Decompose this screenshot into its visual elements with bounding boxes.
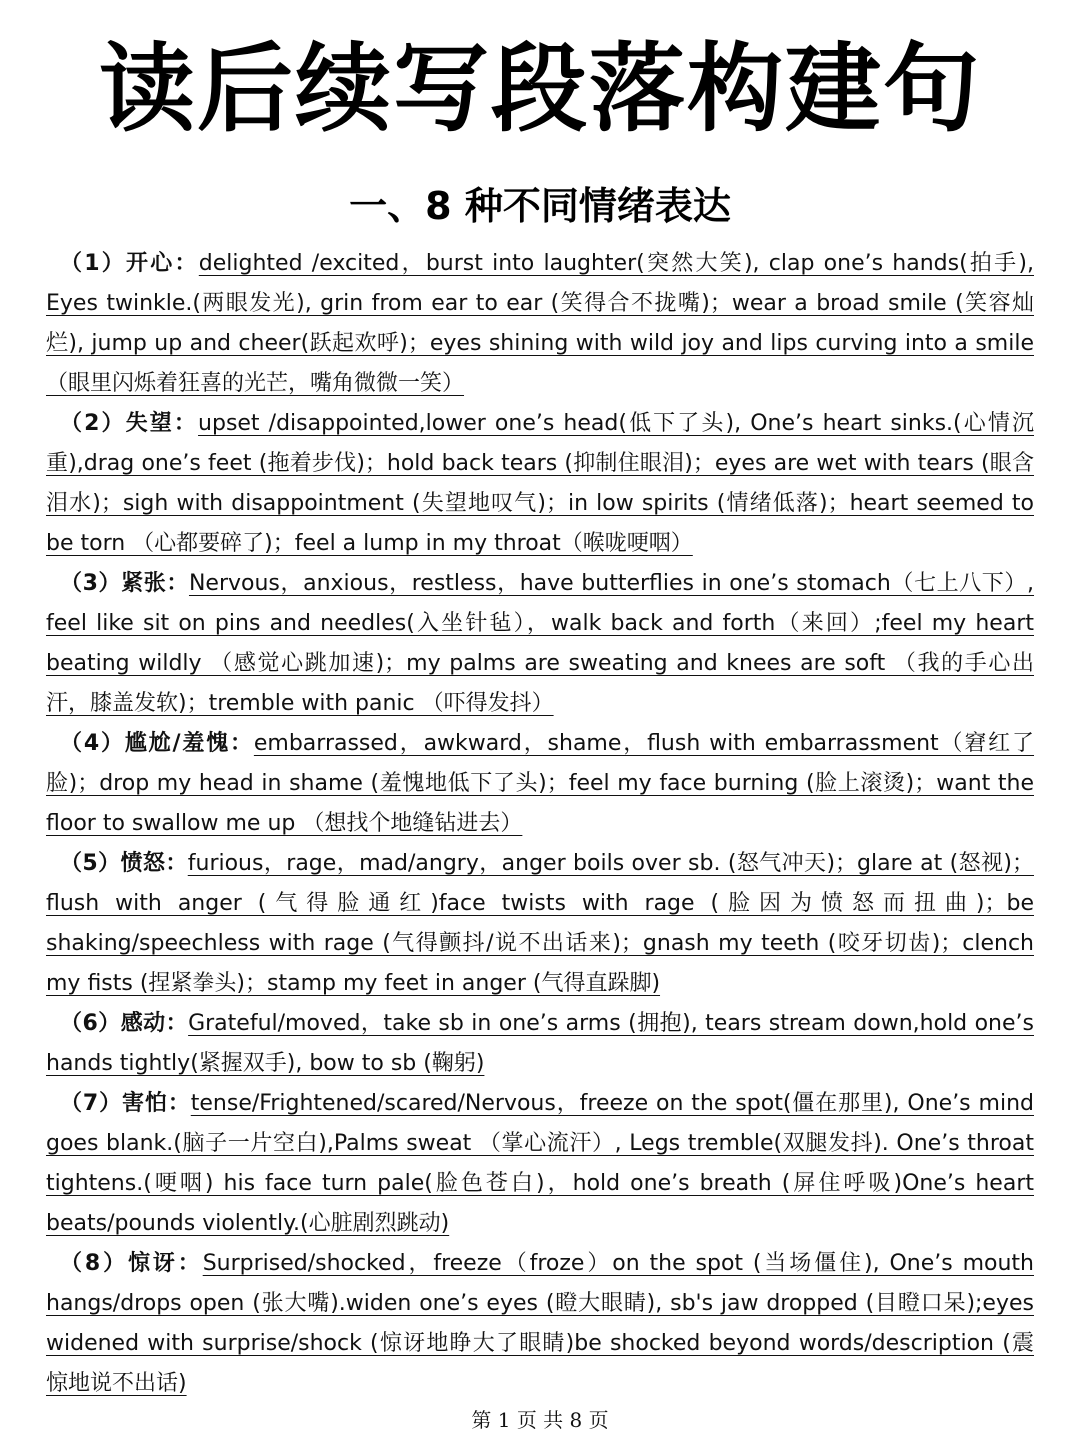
emotion-entry-happy <box>46 244 1034 404</box>
entry-label: （5）愤怒： <box>60 851 188 876</box>
document-title: 读后续写段落构建句 <box>99 33 981 145</box>
entry-label: （3）紧张： <box>60 571 189 596</box>
entry-text: upset /disappointed,lower one’s head(低下了头), One’s heart sinks.(心情沉重),drag one’s feet (拖着步伐)；hold back tears (抑制住眼泪)；eyes are wet with tears (眼含泪水)；sigh with disappointment (失望地叹气)；in low spirits (情绪低落)；heart seemed to be torn （心都要碎了)；feel a lump in my throat（喉咙哽咽） <box>46 411 1034 556</box>
entry-label: （1）开心： <box>60 251 199 276</box>
entry-text: Nervous，anxious，restless，have butterflies in one’s stomach（七上八下）, feel like sit on pins and needles(入坐针毡），walk back and forth（来回）;feel my heart beating wildly （感觉心跳加速)；my palms are sweating and knees are soft （我的手心出汗，膝盖发软)；tremble with panic （吓得发抖） <box>46 571 1035 716</box>
entry-label: （7）害怕： <box>60 1091 191 1116</box>
emotion-list <box>46 244 1034 1404</box>
entry-text: tense/Frightened/scared/Nervous，freeze on the spot(僵在那里), One’s mind goes blank.(脑子一片空白),Palms sweat （掌心流汗）, Legs tremble(双腿发抖). One’s throat tightens.(哽咽) his face turn pale(脸色苍白)，hold one’s breath (屏住呼吸)One’s heart beats/pounds violently.(心脏剧烈跳动) <box>46 1091 1034 1236</box>
entry-text: delighted /excited，burst into laughter(突然大笑), clap one’s hands(拍手), Eyes twinkle.(两眼发光), grin from ear to ear (笑得合不拢嘴)；wear a broad smile (笑容灿烂), jump up and cheer(跃起欢呼)；eyes shining with wild joy and lips curving into a smile （眼里闪烁着狂喜的光芒，嘴角微微一笑） <box>46 251 1034 396</box>
emotion-entry-moved <box>46 1004 1034 1084</box>
emotion-entry-disappointed <box>46 404 1034 564</box>
emotion-entry-nervous <box>46 564 1034 724</box>
emotion-entry-angry <box>46 844 1034 1004</box>
entry-text: furious，rage，mad/angry，anger boils over sb. (怒气冲天)；glare at (怒视)；flush with anger (气得脸通红)face twists with rage (脸因为愤怒而扭曲)；be shaking/speechless with rage (气得颤抖/说不出话来)；gnash my teeth (咬牙切齿)；clench my fists (捏紧拳头)；stamp my feet in anger (气得直跺脚) <box>46 851 1034 996</box>
entry-text: Grateful/moved，take sb in one’s arms (拥抱), tears stream down,hold one’s hands tightly(紧握双手), bow to sb (鞠躬) <box>46 1011 1034 1076</box>
emotion-entry-embarrassed <box>46 724 1034 844</box>
entry-label: （8）惊讶： <box>60 1251 203 1276</box>
entry-text: embarrassed，awkward，shame，flush with embarrassment（窘红了脸)；drop my head in shame (羞愧地低下了头)；feel my face burning (脸上滚烫)；want the floor to swallow me up （想找个地缝钻进去） <box>46 731 1035 836</box>
page-number: 第 1 页 共 8 页 <box>471 1408 609 1432</box>
entry-label: （6）感动： <box>60 1011 189 1036</box>
emotion-entry-surprised <box>46 1244 1034 1404</box>
section-heading: 一、8 种不同情绪表达 <box>349 184 731 228</box>
entry-label: （2）失望： <box>60 411 199 436</box>
entry-label: （4）尴尬/羞愧： <box>60 731 254 756</box>
emotion-entry-afraid <box>46 1084 1034 1244</box>
entry-text: Surprised/shocked，freeze（froze）on the spot (当场僵住), One’s mouth hangs/drops open (张大嘴).widen one’s eyes (瞪大眼睛), sb's jaw dropped (目瞪口呆);eyes widened with surprise/shock (惊讶地睁大了眼睛)be shocked beyond words/description (震惊地说不出话) <box>46 1251 1034 1396</box>
